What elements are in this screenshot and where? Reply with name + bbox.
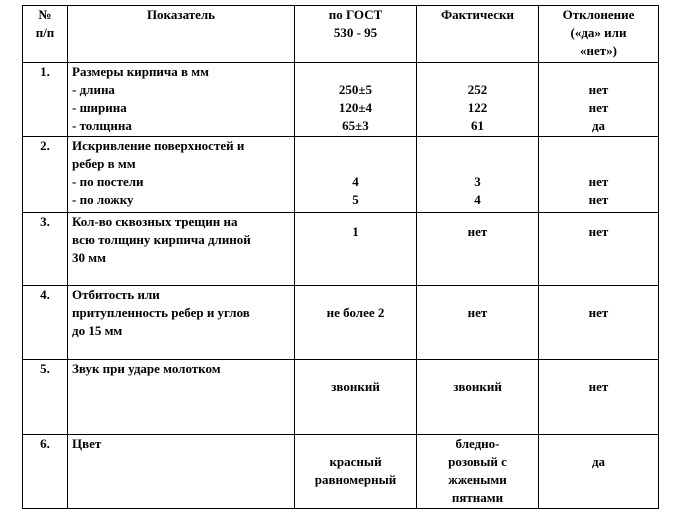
table-row [23,136,659,212]
header-actual: Фактически [417,6,539,63]
row-actual: бледно- розовый с жжеными пятнами [417,434,539,508]
brick-quality-table [22,5,659,509]
row-indicator: Цвет [68,434,295,508]
row-deviation: нет [539,212,659,285]
row-indicator: Кол-во сквозных трещин на всю толщину кирпича длиной 30 мм [68,212,295,285]
table-row [23,286,659,360]
row-gost: 250±5 120±4 65±3 [295,63,417,136]
row-deviation: нет [539,286,659,360]
row-deviation: нет нет да [539,63,659,136]
row-gost: 4 5 [295,136,417,212]
table-row [23,360,659,434]
header-indicator: Показатель [68,6,295,63]
row-num: 2. [23,136,68,212]
row-indicator: Звук при ударе молотком [68,360,295,434]
row-deviation: нет нет [539,136,659,212]
row-num: 6. [23,434,68,508]
header-num: № п/п [23,6,68,63]
table-row [23,212,659,285]
row-deviation: нет [539,360,659,434]
row-indicator: Отбитость или притупленность ребер и углов до 15 мм [68,286,295,360]
row-indicator: Размеры кирпича в мм - длина - ширина - толщина [68,63,295,136]
header-gost: по ГОСТ 530 - 95 [295,6,417,63]
row-actual: 252 122 61 [417,63,539,136]
row-num: 4. [23,286,68,360]
row-gost: звонкий [295,360,417,434]
row-num: 1. [23,63,68,136]
row-num: 5. [23,360,68,434]
header-row [23,6,659,63]
table-row [23,434,659,508]
table-row [23,63,659,136]
row-actual: звонкий [417,360,539,434]
row-gost: не более 2 [295,286,417,360]
row-gost: 1 [295,212,417,285]
row-actual: 3 4 [417,136,539,212]
header-deviation: Отклонение («да» или «нет») [539,6,659,63]
row-actual: нет [417,286,539,360]
row-deviation: да [539,434,659,508]
row-gost: красный равномерный [295,434,417,508]
row-num: 3. [23,212,68,285]
row-actual: нет [417,212,539,285]
row-indicator: Искривление поверхностей и ребер в мм - по постели - по ложку [68,136,295,212]
